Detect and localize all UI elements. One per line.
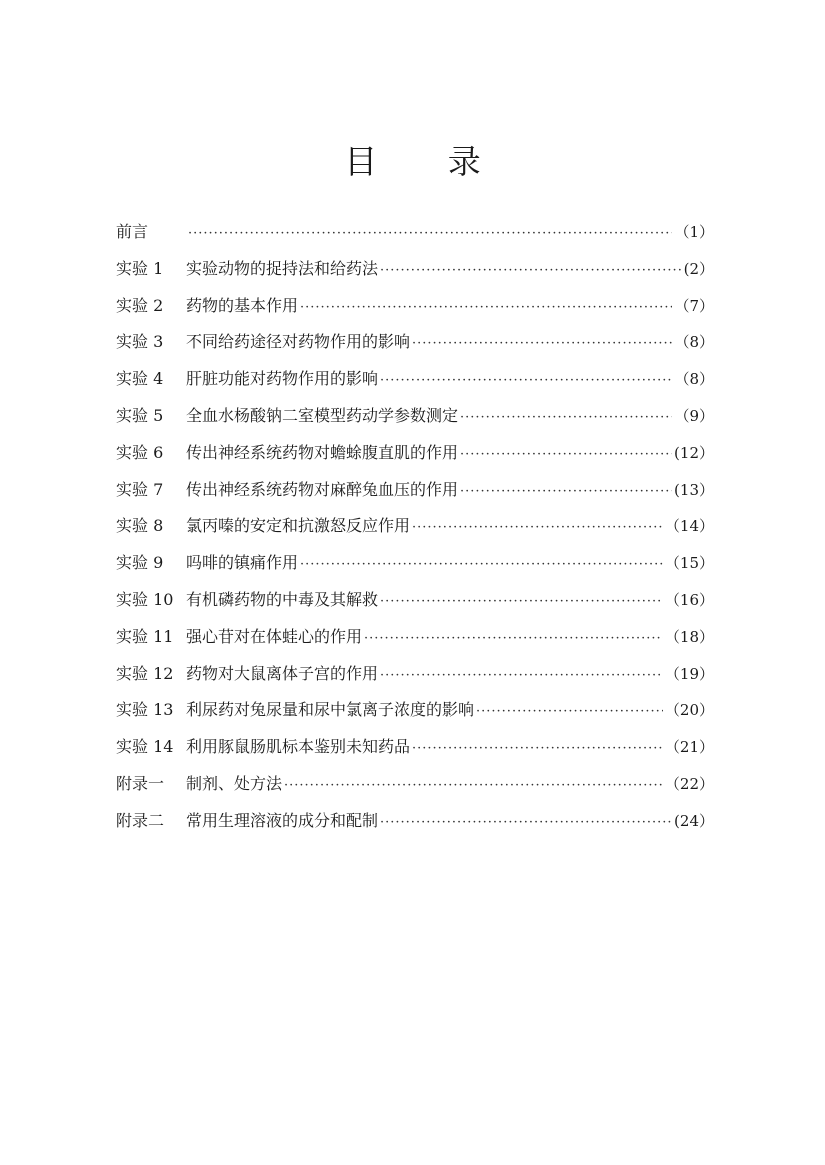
toc-entry-number: 实验 7 xyxy=(116,479,164,499)
toc-entry-number: 实验 2 xyxy=(116,295,164,315)
toc-entry-page: （15） xyxy=(664,554,714,573)
toc-leader-dots xyxy=(460,400,672,437)
toc-entry xyxy=(116,545,714,582)
toc-entry-number: 实验 5 xyxy=(116,405,164,425)
toc-entry-page: （14） xyxy=(664,517,714,536)
toc-leader-dots xyxy=(300,290,672,327)
toc-leader-dots xyxy=(380,658,663,695)
toc-entry-page: （8） xyxy=(674,333,714,352)
toc-entry-number: 实验 10 xyxy=(116,589,174,609)
toc-entry-title: 不同给药途径对药物作用的影响 xyxy=(186,332,411,352)
toc-leader-dots xyxy=(284,768,663,805)
toc-entry-title: 制剂、处方法 xyxy=(186,773,283,793)
toc-entry-number: 实验 11 xyxy=(116,626,174,646)
toc-leader-dots xyxy=(188,216,672,253)
toc-entry xyxy=(116,251,714,288)
page-title: 目 录 xyxy=(344,142,511,182)
toc-entry-title: 吗啡的镇痛作用 xyxy=(186,553,299,573)
toc-leader-dots xyxy=(364,621,663,658)
toc-entry-title: 强心苷对在体蛙心的作用 xyxy=(186,626,363,646)
toc-entry-number: 实验 9 xyxy=(116,553,164,573)
toc-leader-dots xyxy=(460,437,672,474)
toc-entry-page: （16） xyxy=(664,590,714,609)
toc-entry-page: (12） xyxy=(674,443,714,462)
toc-entry-title: 药物的基本作用 xyxy=(186,295,299,315)
toc-entry-page: （22） xyxy=(664,774,714,793)
toc-entry xyxy=(116,472,714,509)
toc-leader-dots xyxy=(476,694,663,731)
toc-entry-title: 氯丙嗪的安定和抗激怒反应作用 xyxy=(186,516,411,536)
toc-leader-dots xyxy=(412,731,663,768)
toc-entry xyxy=(116,398,714,435)
toc-entry-number: 实验 12 xyxy=(116,663,174,683)
toc-entry xyxy=(116,288,714,325)
toc-entry xyxy=(116,766,714,803)
toc-entry-number: 附录一 xyxy=(116,773,165,793)
toc-entry-number: 实验 8 xyxy=(116,516,164,536)
toc-entry-title: 利用豚鼠肠肌标本鉴别未知药品 xyxy=(186,737,411,757)
toc-entry-page: （9） xyxy=(674,406,714,425)
toc-leader-dots xyxy=(412,326,672,363)
toc-entry-number: 实验 1 xyxy=(116,258,164,278)
toc-entry-title: 传出神经系统药物对蟾蜍腹直肌的作用 xyxy=(186,442,459,462)
toc-entry-number: 实验 14 xyxy=(116,737,174,757)
toc-entry xyxy=(116,324,714,361)
toc-entry-page: (2） xyxy=(683,259,714,278)
toc-entry-title: 利尿药对兔尿量和尿中氯离子浓度的影响 xyxy=(186,700,475,720)
toc-entry-title: 实验动物的捉持法和给药法 xyxy=(186,258,379,278)
toc-entry-page: （8） xyxy=(674,370,714,389)
toc-entry xyxy=(116,582,714,619)
toc-entry-page: （20） xyxy=(664,701,714,720)
toc-entry-title: 肝脏功能对药物作用的影响 xyxy=(186,369,379,389)
toc-entry xyxy=(116,619,714,656)
toc-entry xyxy=(116,656,714,693)
toc-leader-dots xyxy=(460,474,672,511)
toc-entry-number: 实验 4 xyxy=(116,369,164,389)
toc-leader-dots xyxy=(380,363,672,400)
toc-entry-number: 实验 13 xyxy=(116,700,174,720)
toc-entry-page: (13） xyxy=(674,480,714,499)
toc-entry-number: 附录二 xyxy=(116,810,165,830)
toc-entry xyxy=(116,803,714,840)
toc-entry xyxy=(116,361,714,398)
toc-entry-title: 药物对大鼠离体子宫的作用 xyxy=(186,663,379,683)
toc-entry-number: 实验 6 xyxy=(116,442,164,462)
toc-entry xyxy=(116,729,714,766)
toc-entry-page: （18） xyxy=(664,627,714,646)
toc-entry-title: 常用生理溶液的成分和配制 xyxy=(186,810,379,830)
toc-entry-page: (24） xyxy=(674,811,714,830)
toc-entry-title: 有机磷药物的中毒及其解救 xyxy=(186,589,379,609)
toc-entry-number: 实验 3 xyxy=(116,332,164,352)
toc-leader-dots xyxy=(380,584,663,621)
toc-leader-dots xyxy=(380,805,672,842)
toc-entry xyxy=(116,214,714,251)
toc-leader-dots xyxy=(412,510,663,547)
toc-entry-page: （7） xyxy=(674,296,714,315)
table-of-contents xyxy=(116,214,714,840)
toc-entry-title: 传出神经系统药物对麻醉兔血压的作用 xyxy=(186,479,459,499)
toc-entry-number: 前言 xyxy=(116,222,149,241)
toc-entry-title: 全血水杨酸钠二室模型药动学参数测定 xyxy=(186,405,459,425)
toc-entry xyxy=(116,508,714,545)
toc-entry-page: （19） xyxy=(664,664,714,683)
toc-leader-dots xyxy=(300,547,663,584)
toc-entry xyxy=(116,692,714,729)
toc-leader-dots xyxy=(380,253,682,290)
toc-entry xyxy=(116,435,714,472)
toc-entry-page: （21） xyxy=(664,738,714,757)
toc-entry-page: （1） xyxy=(674,223,714,241)
